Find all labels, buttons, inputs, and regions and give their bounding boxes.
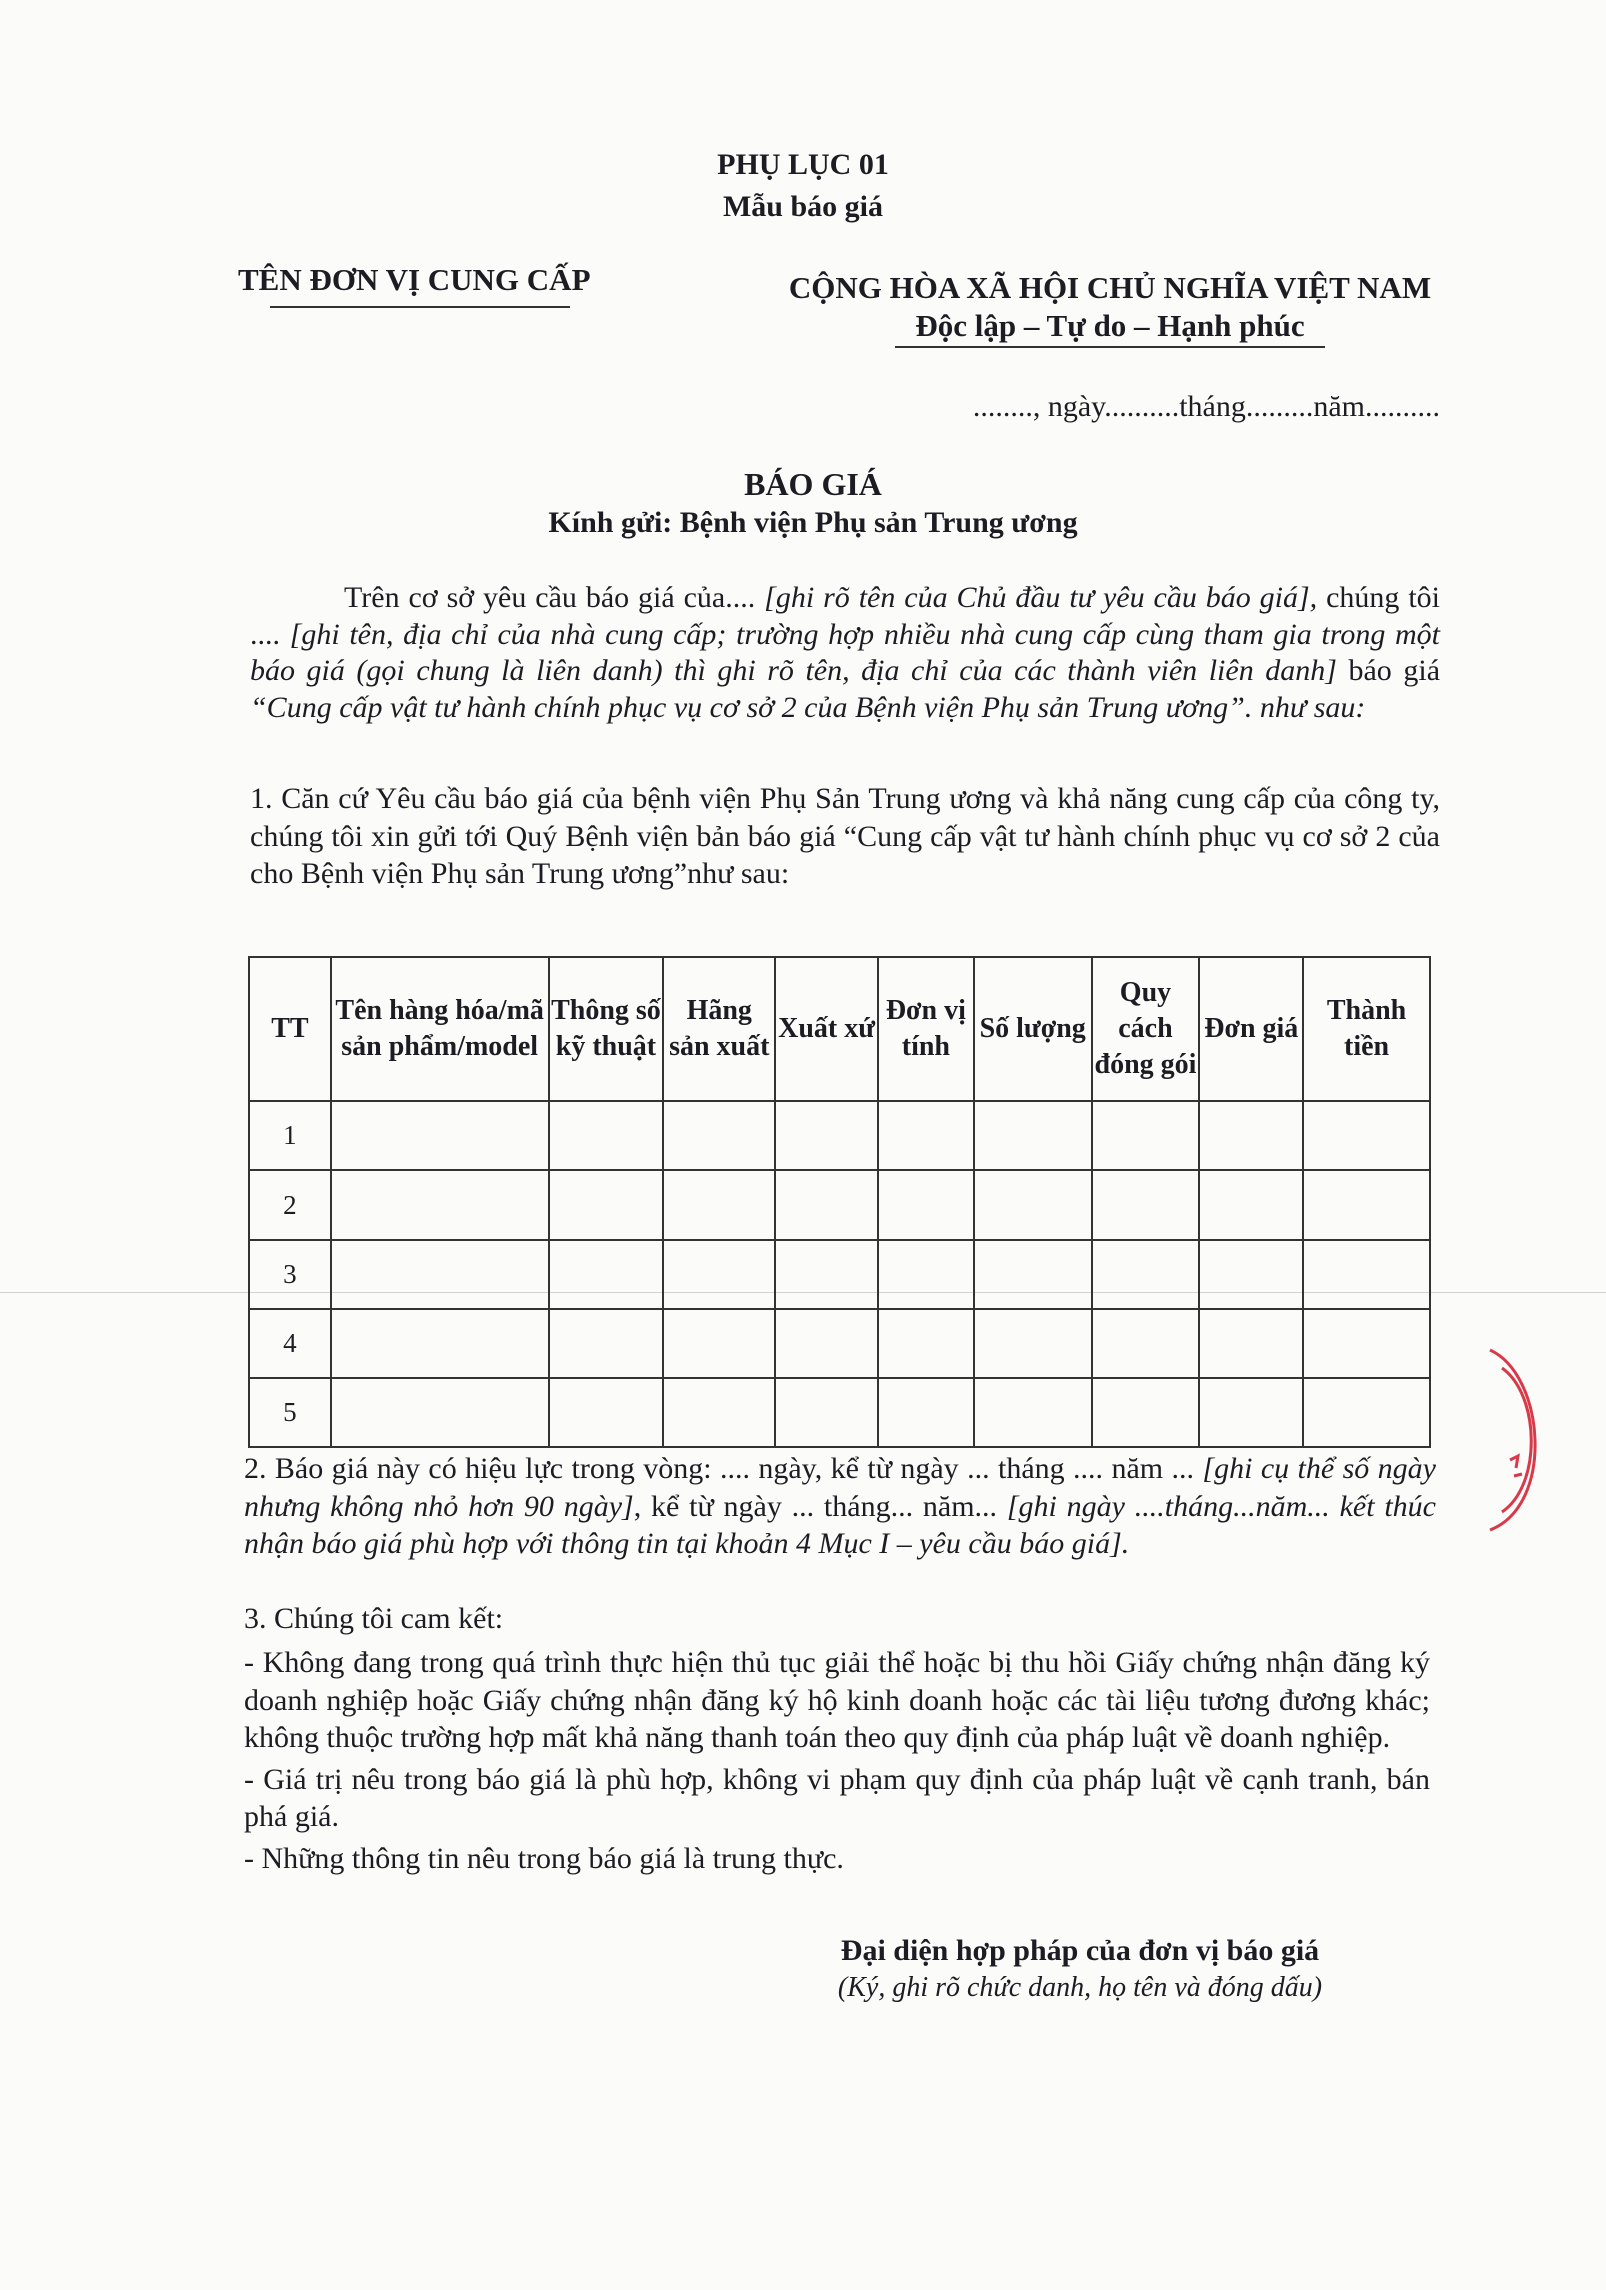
red-stamp-fragment xyxy=(1470,1340,1606,1540)
table-cell xyxy=(663,1101,775,1170)
table-cell xyxy=(1303,1101,1430,1170)
table-cell xyxy=(974,1378,1092,1447)
table-cell xyxy=(549,1240,664,1309)
table-cell xyxy=(549,1309,664,1378)
appendix-title: PHỤ LỤC 01 xyxy=(717,148,889,181)
section-2-text-c: , kể từ ngày ... tháng... năm... xyxy=(633,1489,998,1523)
table-cell xyxy=(878,1240,974,1309)
table-row xyxy=(249,1309,1430,1378)
table-cell xyxy=(331,1240,549,1309)
col-header-specs: Thông số kỹ thuật xyxy=(549,957,664,1101)
intro-text-d: [ghi tên, địa chỉ của nhà cung cấp; trường hợp nhiều nhà cung cấp cùng tham gia trong một báo giá (gọi chung là liên danh) thì ghi rõ tên, địa chỉ của các thành viên liên danh] xyxy=(250,617,1440,687)
col-header-unit-price: Đơn giá xyxy=(1199,957,1303,1101)
table-cell xyxy=(878,1101,974,1170)
table-cell xyxy=(1303,1378,1430,1447)
table-cell xyxy=(663,1378,775,1447)
supplier-underline xyxy=(270,306,570,308)
section-2-text-a: 2. Báo giá này có hiệu lực trong vòng: .... ngày, kể từ ngày ... tháng .... năm ... xyxy=(244,1452,1194,1485)
col-header-origin: Xuất xứ xyxy=(775,957,878,1101)
col-header-quantity: Số lượng xyxy=(974,957,1092,1101)
table-cell xyxy=(1199,1101,1303,1170)
table-cell xyxy=(331,1378,549,1447)
table-cell xyxy=(549,1170,664,1239)
table-cell xyxy=(1199,1378,1303,1447)
table-cell xyxy=(1199,1170,1303,1239)
table-cell xyxy=(663,1309,775,1378)
commitment-item: - Những thông tin nêu trong báo giá là trung thực. xyxy=(244,1841,844,1875)
table-cell xyxy=(1092,1170,1200,1239)
table-header-row xyxy=(249,957,1430,1101)
intro-text-e: báo giá xyxy=(1336,654,1441,687)
intro-text-a: Trên cơ sở yêu cầu báo giá của.... xyxy=(344,581,756,614)
table-cell xyxy=(331,1101,549,1170)
col-header-unit: Đơn vị tính xyxy=(878,957,974,1101)
table-row xyxy=(249,1101,1430,1170)
appendix-subtitle: Mẫu báo giá xyxy=(722,190,884,223)
commitments-list xyxy=(244,1644,1430,1877)
table-cell xyxy=(974,1170,1092,1239)
intro-text-b: [ghi rõ tên của Chủ đầu tư yêu cầu báo giá], xyxy=(755,581,1318,614)
commitment-item: - Không đang trong quá trình thực hiện thủ tục giải thể hoặc bị thu hồi Giấy chứng nhận đăng ký doanh nghiệp hoặc Giấy chứng nhận đăng ký hộ kinh doanh hoặc các tài liệu tương đương khác; không thuộc trường hợp mất khả năng thanh toán theo quy định của pháp luật về doanh nghiệp. xyxy=(244,1646,1430,1754)
section-1-paragraph: 1. Căn cứ Yêu cầu báo giá của bệnh viện Phụ Sản Trung ương và khả năng cung cấp của công ty, chúng tôi xin gửi tới Quý Bệnh viện bản báo giá “Cung cấp vật tư hành chính phục vụ cơ sở 2 của cho Bệnh viện Phụ sản Trung ương”như sau: xyxy=(250,782,1440,890)
table-cell xyxy=(1092,1240,1200,1309)
table-cell xyxy=(878,1170,974,1239)
col-header-tt: TT xyxy=(249,957,331,1101)
section-2-text-d: [ghi ngày ....tháng...năm... kết thúc nhận báo giá phù hợp với thông tin tại khoản 4 Mục I – yêu cầu báo giá]. xyxy=(244,1489,1436,1560)
signature-title: Đại diện hợp pháp của đơn vị báo giá xyxy=(840,1934,1320,1967)
row-number: 5 xyxy=(249,1378,331,1447)
col-header-product-name: Tên hàng hóa/mã sản phẩm/model xyxy=(331,957,549,1101)
row-number: 4 xyxy=(249,1309,331,1378)
date-line: ........, ngày..........tháng.........năm.......... xyxy=(972,390,1440,423)
national-motto: Độc lập – Tự do – Hạnh phúc xyxy=(915,308,1305,343)
motto-underline xyxy=(895,346,1325,348)
intro-text-c: chúng tôi .... xyxy=(250,581,1440,651)
table-cell xyxy=(1303,1170,1430,1239)
intro-text-f: “Cung cấp vật tư hành chính phục vụ cơ sở 2 của Bệnh viện Phụ sản Trung ương”. như sau: xyxy=(250,690,1366,724)
table-cell xyxy=(1092,1378,1200,1447)
table-cell xyxy=(1092,1101,1200,1170)
row-number: 3 xyxy=(249,1240,331,1309)
table-cell xyxy=(775,1309,878,1378)
table-cell xyxy=(549,1378,664,1447)
section-3-heading: 3. Chúng tôi cam kết: xyxy=(244,1602,504,1635)
quote-table xyxy=(248,956,1431,1448)
table-cell xyxy=(974,1309,1092,1378)
table-row xyxy=(249,1378,1430,1447)
document-title: BÁO GIÁ xyxy=(744,466,882,502)
table-cell xyxy=(331,1309,549,1378)
table-row xyxy=(249,1170,1430,1239)
table-cell xyxy=(1303,1309,1430,1378)
intro-paragraph xyxy=(250,580,1440,726)
stamp-graphic xyxy=(1470,1340,1606,1540)
section-2-text-b: [ghi cụ thể số ngày nhưng không nhỏ hơn 90 ngày] xyxy=(244,1452,1436,1523)
table-cell xyxy=(1199,1240,1303,1309)
table-cell xyxy=(1303,1240,1430,1309)
table-cell xyxy=(331,1170,549,1239)
table-cell xyxy=(974,1101,1092,1170)
row-number: 2 xyxy=(249,1170,331,1239)
table-cell xyxy=(549,1101,664,1170)
row-number: 1 xyxy=(249,1101,331,1170)
table-cell xyxy=(663,1170,775,1239)
table-cell xyxy=(775,1170,878,1239)
recipient-line: Kính gửi: Bệnh viện Phụ sản Trung ương xyxy=(548,506,1078,539)
table-cell xyxy=(775,1378,878,1447)
table-cell xyxy=(974,1240,1092,1309)
signature-note: (Ký, ghi rõ chức danh, họ tên và đóng dấu) xyxy=(837,1972,1323,2003)
supplier-name-heading: TÊN ĐƠN VỊ CUNG CẤP xyxy=(238,262,591,297)
table-cell xyxy=(1199,1309,1303,1378)
table-cell xyxy=(878,1378,974,1447)
section-2-paragraph xyxy=(244,1450,1436,1563)
table-row xyxy=(249,1240,1430,1309)
table-cell xyxy=(878,1309,974,1378)
table-cell xyxy=(775,1240,878,1309)
country-name-heading: CỘNG HÒA XÃ HỘI CHỦ NGHĨA VIỆT NAM xyxy=(788,270,1432,305)
table-cell xyxy=(1092,1309,1200,1378)
col-header-packaging: Quy cách đóng gói xyxy=(1092,957,1200,1101)
col-header-manufacturer: Hãng sản xuất xyxy=(663,957,775,1101)
table-cell xyxy=(775,1101,878,1170)
table-cell xyxy=(663,1240,775,1309)
col-header-total: Thành tiền xyxy=(1303,957,1430,1101)
commitment-item: - Giá trị nêu trong báo giá là phù hợp, không vi phạm quy định của pháp luật về cạnh tranh, bán phá giá. xyxy=(244,1762,1430,1833)
